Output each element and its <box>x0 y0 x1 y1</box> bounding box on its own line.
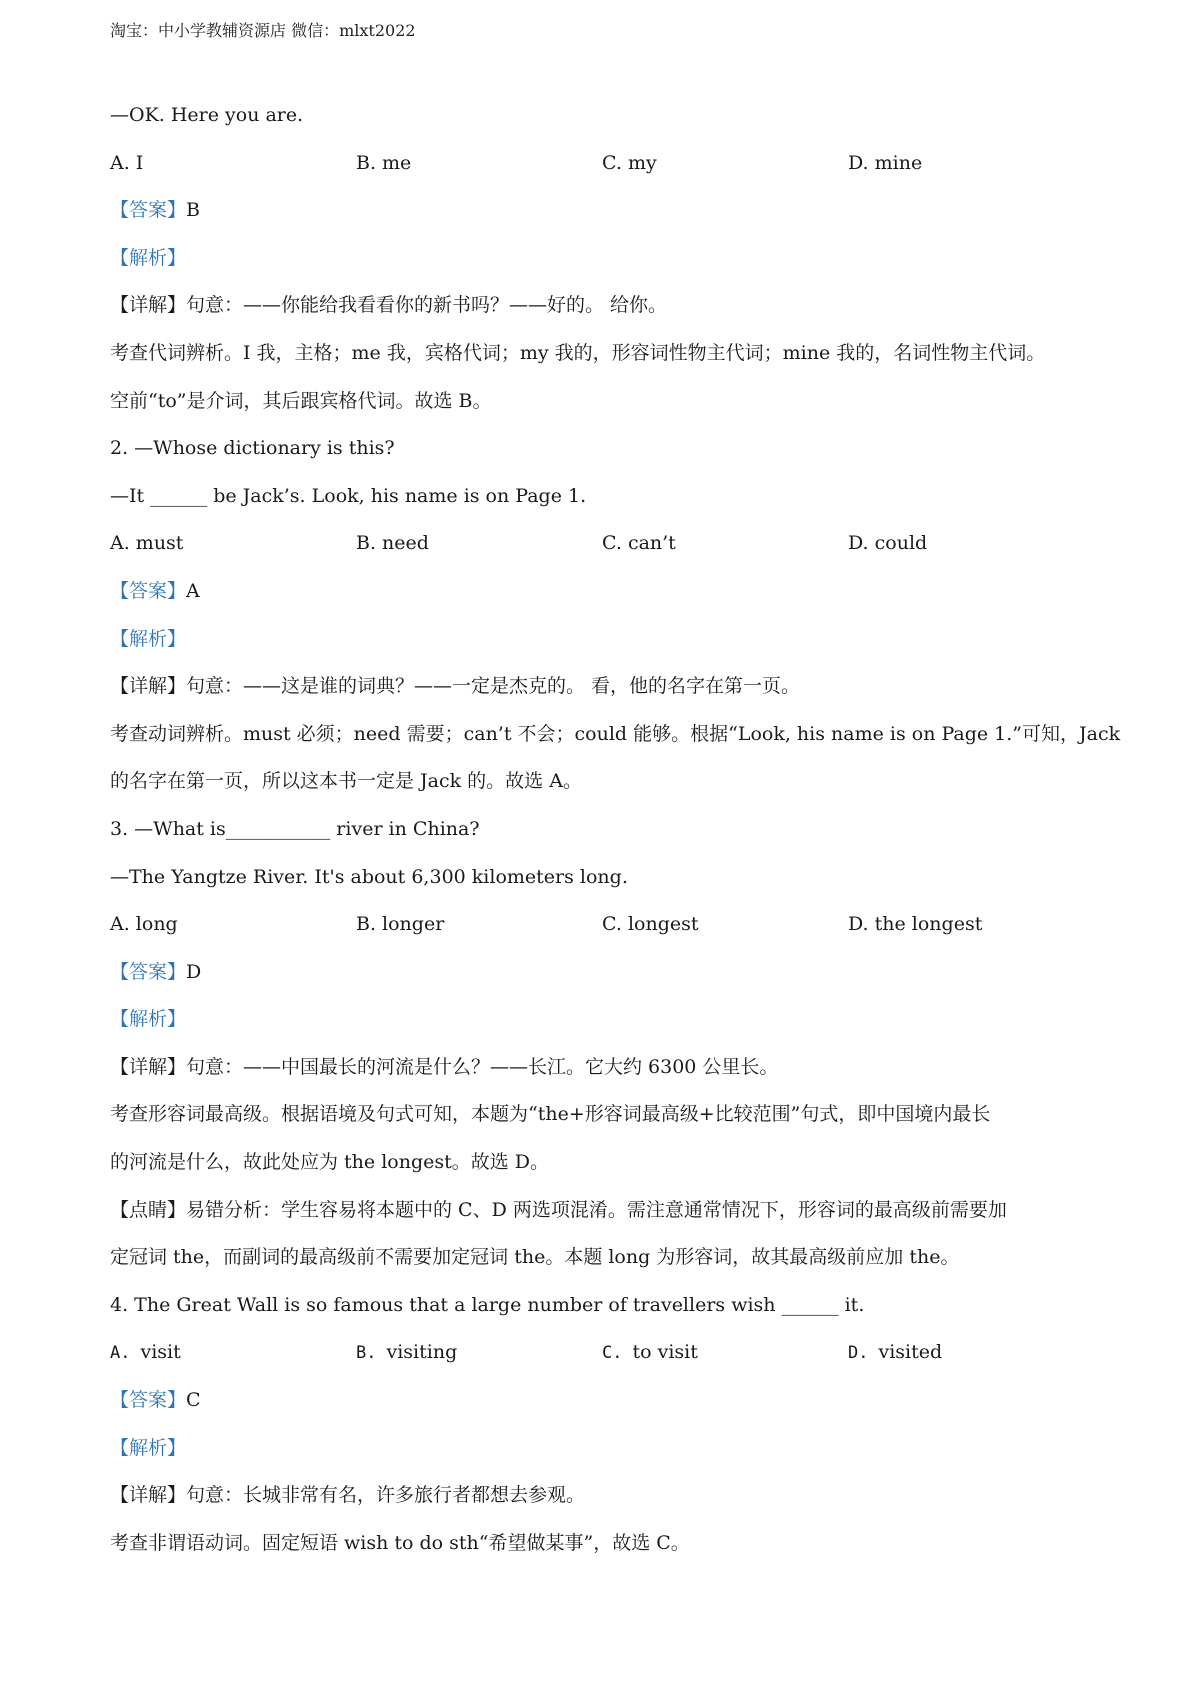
option-letter: B. <box>356 1343 377 1364</box>
q2-options <box>110 520 1100 568</box>
q1-answer-line: —OK. Here you are. <box>110 104 304 126</box>
q4-option-b <box>356 1329 602 1377</box>
answer-label: 【答案】 <box>110 579 187 602</box>
q1-option-a: A. I <box>110 151 144 174</box>
q1-answer <box>110 187 1100 235</box>
q4-option-c <box>602 1329 848 1377</box>
q3-explanation-1: 考查形容词最高级。根据语境及句式可知，本题为“the+形容词最高级+比较范围”句式，即中国境内最长 <box>110 1103 991 1126</box>
answer-label: 【答案】 <box>110 960 187 983</box>
option-letter: A. <box>110 1343 131 1364</box>
q2-answer-line: —It ______ be Jack’s. Look, his name is on Page 1. <box>110 484 587 507</box>
option-text: visiting <box>386 1341 458 1364</box>
q2-explanation-1: 考查动词辨析。must 必须；need 需要；can’t 不会；could 能够。根据“Look, his name is on Page 1.”可知，Jack <box>110 722 1121 745</box>
q3-key-point-1: 【点睛】易错分析：学生容易将本题中的 C、D 两选项混淆。需注意通常情况下，形容词的最高级前需要加 <box>110 1198 1007 1221</box>
q3-options <box>110 901 1100 949</box>
q2-option-a: A. must <box>110 532 184 555</box>
q1-options <box>110 140 1100 188</box>
q2-option-d: D. could <box>848 532 928 555</box>
q3-analysis-label: 【解析】 <box>110 1008 187 1031</box>
option-letter: C. <box>602 1343 623 1364</box>
q4-option-d <box>848 1329 1094 1377</box>
q4-option-a <box>110 1329 356 1377</box>
answer-value: D <box>186 960 202 983</box>
option-text: to visit <box>632 1341 698 1364</box>
document-body <box>110 92 1121 1567</box>
option-text: visited <box>878 1341 943 1364</box>
q3-option-d: D. the longest <box>848 913 983 936</box>
answer-label: 【答案】 <box>110 1389 187 1412</box>
q1-explanation-1: 考查代词辨析。I 我，主格；me 我，宾格代词；my 我的，形容词性物主代词；mine 我的，名词性物主代词。 <box>110 341 1046 364</box>
q3-explanation-2: 的河流是什么，故此处应为 the longest。故选 D。 <box>110 1151 550 1174</box>
option-letter: D. <box>848 1343 869 1364</box>
q1-option-c: C. my <box>602 151 657 174</box>
q3-question: 3. —What is___________ river in China? <box>110 817 480 840</box>
q4-question: 4. The Great Wall is so famous that a large number of travellers wish ______ it. <box>110 1293 865 1316</box>
answer-value: B <box>186 199 200 222</box>
q1-detail: 【详解】句意：——你能给我看看你的新书吗？——好的。 给你。 <box>110 294 668 317</box>
q3-answer-line: —The Yangtze River. It's about 6,300 kilometers long. <box>110 865 628 888</box>
q4-answer <box>110 1377 1100 1425</box>
q3-detail: 【详解】句意：——中国最长的河流是什么？——长江。它大约 6300 公里长。 <box>110 1055 779 1078</box>
answer-value: A <box>186 579 200 602</box>
q2-analysis-label: 【解析】 <box>110 627 187 650</box>
q4-detail: 【详解】句意：长城非常有名，许多旅行者都想去参观。 <box>110 1484 586 1507</box>
q3-key-point-2: 定冠词 the，而副词的最高级前不需要加定冠词 the。本题 long 为形容词，故其最高级前应加 the。 <box>110 1246 960 1269</box>
q2-option-c: C. can’t <box>602 532 676 555</box>
answer-value: C <box>186 1389 201 1412</box>
q2-question: 2. —Whose dictionary is this? <box>110 437 395 460</box>
q3-option-b: B. longer <box>356 913 445 936</box>
q3-option-c: C. longest <box>602 913 699 936</box>
header-watermark: 淘宝：中小学教辅资源店 微信：mlxt2022 <box>110 21 416 40</box>
q4-explanation-1: 考查非谓语动词。固定短语 wish to do sth“希望做某事”，故选 C。 <box>110 1531 690 1554</box>
q1-option-d: D. mine <box>848 151 923 174</box>
q4-analysis-label: 【解析】 <box>110 1436 187 1459</box>
option-text: visit <box>140 1341 181 1364</box>
q3-answer <box>110 949 1100 997</box>
q2-option-b: B. need <box>356 532 429 555</box>
q1-analysis-label: 【解析】 <box>110 246 187 269</box>
answer-label: 【答案】 <box>110 199 187 222</box>
q1-explanation-2: 空前“to”是介词，其后跟宾格代词。故选 B。 <box>110 389 492 412</box>
q4-options <box>110 1329 1100 1377</box>
q2-explanation-2: 的名字在第一页，所以这本书一定是 Jack 的。故选 A。 <box>110 770 582 793</box>
q1-option-b: B. me <box>356 151 412 174</box>
q3-option-a: A. long <box>110 913 178 936</box>
q2-detail: 【详解】句意：——这是谁的词典？——一定是杰克的。 看，他的名字在第一页。 <box>110 675 801 698</box>
q2-answer <box>110 568 1100 616</box>
